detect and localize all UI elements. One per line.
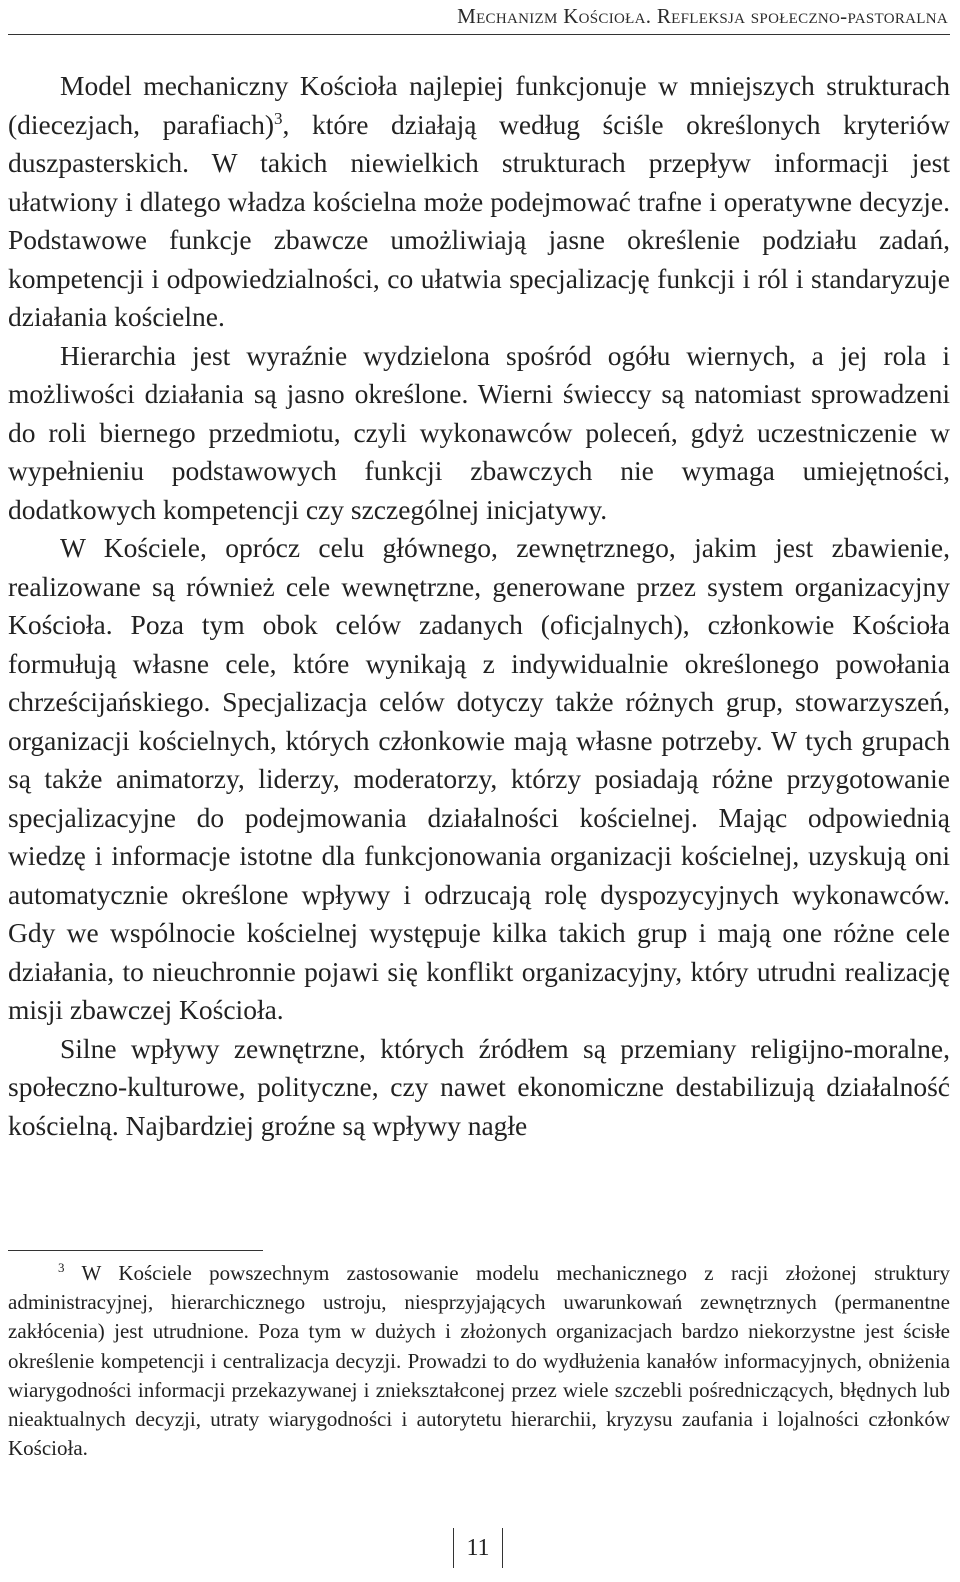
footnote-reference: 3 bbox=[274, 108, 283, 128]
running-head: Mechanizm Kościoła. Refleksja społeczno-pastoralna bbox=[457, 4, 948, 28]
paragraph-1-text-before-note: Model mechaniczny Kościoła najlepiej funkcjonuje w mniejszych strukturach (diecezjach, parafiach) bbox=[8, 70, 950, 140]
paragraph-2: Hierarchia jest wyraźnie wydzielona spośród ogółu wiernych, a jej rola i możliwości działania są jasno określone. Wierni świeccy są natomiast sprowadzeni do roli biernego przedmiotu, czyli wykonawców poleceń, gdyż uczestniczenie w wypełnieniu podstawowych funkcji zbawczych nie wymaga umiejętności, dodatkowych kompetencji czy szczególnej inicjatywy. bbox=[8, 339, 950, 525]
header-rule bbox=[8, 34, 950, 35]
footnote bbox=[8, 1259, 950, 1463]
paragraph-1-text-after-note: , które działają według ściśle określonych kryteriów duszpasterskich. W takich niewielkich strukturach przepływ informacji jest ułatwiony i dlatego władza kościelna może podejmować trafne i operatywne decyzje. Podstawowe funkcje zbawcze umożliwiają jasne określenie podziału zadań, kompetencji i odpowiedzialności, co ułatwia specjalizację funkcji i ról i standaryzuje działania kościelne. bbox=[8, 108, 950, 332]
footnote-number: 3 bbox=[58, 1260, 65, 1275]
main-text bbox=[8, 67, 950, 1145]
paragraph-4: Silne wpływy zewnętrzne, których źródłem są przemiany religijno-moralne, społeczno-kulturowe, polityczne, czy nawet ekonomiczne destabilizują działalność kościelną. Najbardziej groźne są wpływy nagłe bbox=[8, 1032, 950, 1141]
footnote-rule bbox=[8, 1250, 263, 1251]
paragraph-3: W Kościele, oprócz celu głównego, zewnętrznego, jakim jest zbawienie, realizowane są również cele wewnętrzne, generowane przez system organizacyjny Kościoła. Poza tym obok celów zadanych (oficjalnych), członkowie Kościoła formułują własne cele, które wynikają z indywidualnie określonego powołania chrześcijańskiego. Specjalizacja celów dotyczy także różnych grup, stowarzyszeń, organizacji kościelnych, których członkowie mają własne potrzeby. W tych grupach są także animatorzy, liderzy, moderatorzy, którzy posiadają różne przygotowanie specjalizacyjne do podejmowania działalności kościelnej. Mając odpowiednią wiedzę i informacje istotne dla funkcjonowania organizacji kościelnej, uzyskują oni automatycznie określone wpływy i odrzucają rolę dyspozycyjnych wykonawców. Gdy we wspólnocie kościelnej występuje kilka takich grup i mają one różne cele działania, to nieuchronnie pojawi się konflikt organizacyjny, który utrudni realizację misji zbawczej Kościoła. bbox=[8, 532, 950, 1025]
page-number: 11 bbox=[453, 1528, 503, 1568]
footnote-text: W Kościele powszechnym zastosowanie modelu mechanicznego z racji złożonej struktury administracyjnej, hierarchicznego ustroju, niesprzyjających uwarunkowań zewnętrznych (permanentne zakłócenia) jest utrudnione. Poza tym w dużych i złożonych organizacjach bardzo niekorzystne jest ścisłe określenie kompetencji i centralizacja decyzji. Prowadzi to do wydłużenia kanałów informacyjnych, obniżenia wiarygodności informacji przekazywanej i zniekształconej przez wiele szczebli pośredniczących, błędnych lub nieaktualnych decyzji, utraty wiarygodności i autorytetu hierarchii, kryzysu zaufania i lojalności członków Kościoła. bbox=[8, 1261, 950, 1461]
paragraph-1 bbox=[8, 67, 950, 337]
